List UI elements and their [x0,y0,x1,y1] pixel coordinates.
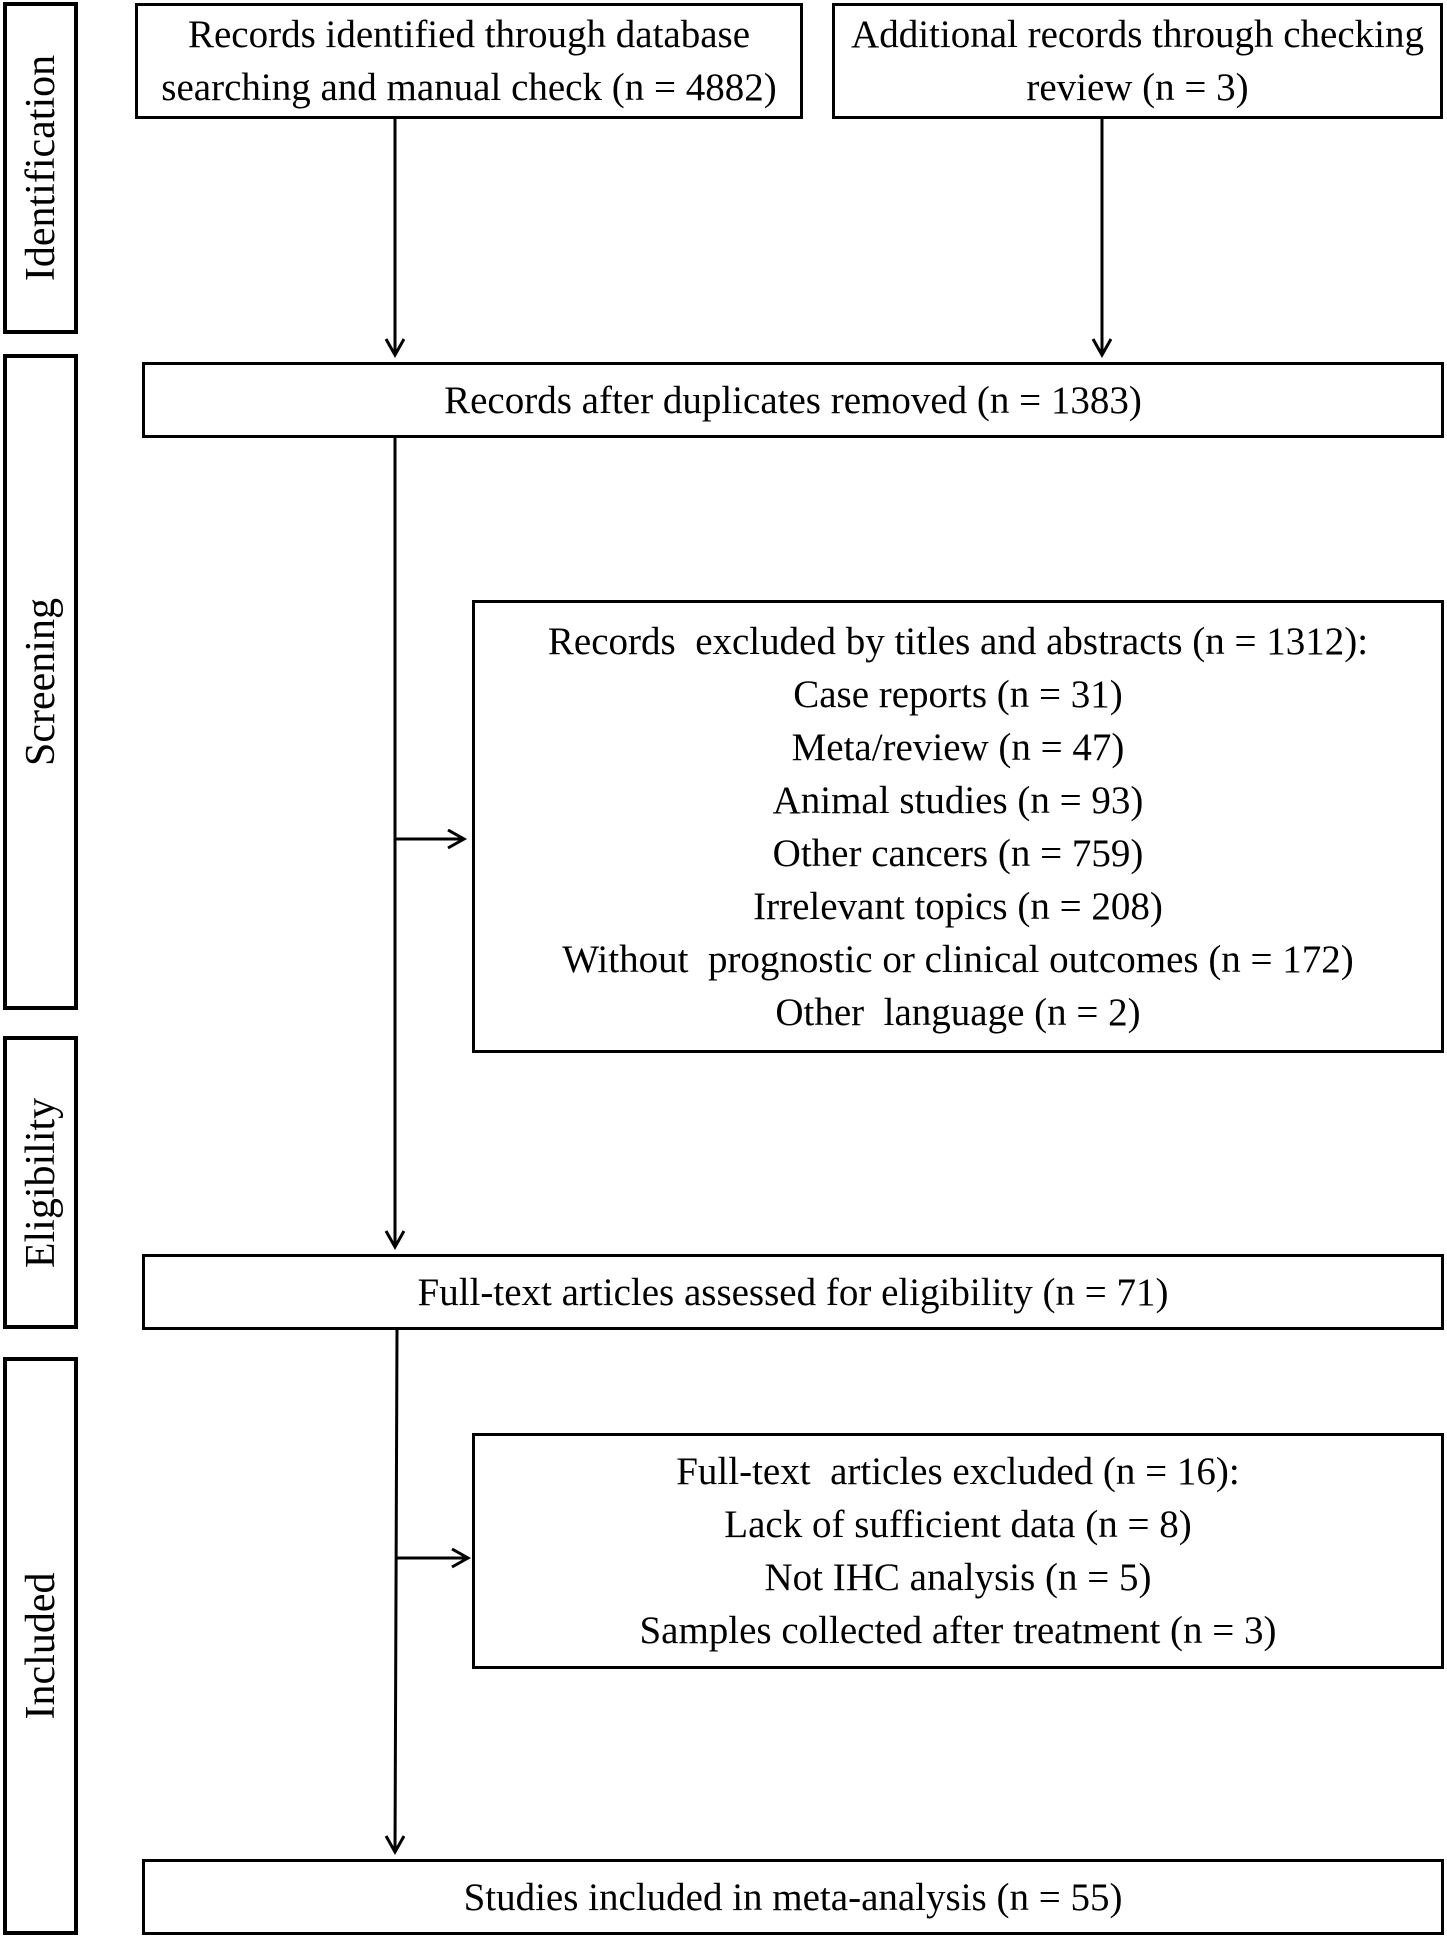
exclusion-item: Not IHC analysis (n = 5) [764,1556,1152,1599]
exclusion-item: Meta/review (n = 47) [791,725,1125,769]
fulltext-excluded-box [472,1433,1444,1669]
stage-included-label: Included [17,1572,64,1720]
studies-included-text: Studies included in meta-analysis (n = 55) [463,1875,1123,1919]
exclusion-item: Other language (n = 2) [775,990,1141,1034]
additional-records-line1: Additional records through checking [851,13,1424,56]
studies-included-box [142,1859,1444,1935]
exclusion-item: Samples collected after treatment (n = 3) [639,1609,1277,1652]
fulltext-excluded-heading: Full-text articles excluded (n = 16): [676,1450,1240,1493]
exclusion-item: Animal studies (n = 93) [772,778,1144,822]
fulltext-assessed-text: Full-text articles assessed for eligibility (n = 71) [417,1270,1169,1314]
arrow-fulltext-to-included [395,1330,397,1852]
stage-identification [3,2,78,334]
stage-screening [3,354,78,1010]
stage-eligibility [3,1036,78,1329]
stage-included [3,1357,78,1935]
exclusion-item: Other cancers (n = 759) [772,831,1144,875]
duplicates-removed-box [142,362,1444,438]
additional-records-line2: review (n = 3) [1026,66,1249,109]
records-identified-line1: Records identified through database [187,13,751,56]
exclusion-item: Case reports (n = 31) [793,672,1123,716]
fulltext-assessed-box [142,1254,1444,1330]
records-identified-box [135,3,803,119]
screening-excluded-heading: Records excluded by titles and abstracts (n = 1312): [547,619,1369,663]
exclusion-item: Irrelevant topics (n = 208) [753,884,1163,928]
stage-screening-label: Screening [17,598,64,766]
exclusion-item: Lack of sufficient data (n = 8) [724,1503,1192,1546]
stage-identification-label: Identification [17,54,64,282]
exclusion-item: Without prognostic or clinical outcomes (n = 172) [562,937,1354,981]
duplicates-removed-text: Records after duplicates removed (n = 1383) [444,378,1142,422]
stage-eligibility-label: Eligibility [17,1097,64,1268]
additional-records-box [832,3,1443,119]
screening-excluded-box [472,600,1444,1053]
records-identified-line2: searching and manual check (n = 4882) [161,66,777,109]
